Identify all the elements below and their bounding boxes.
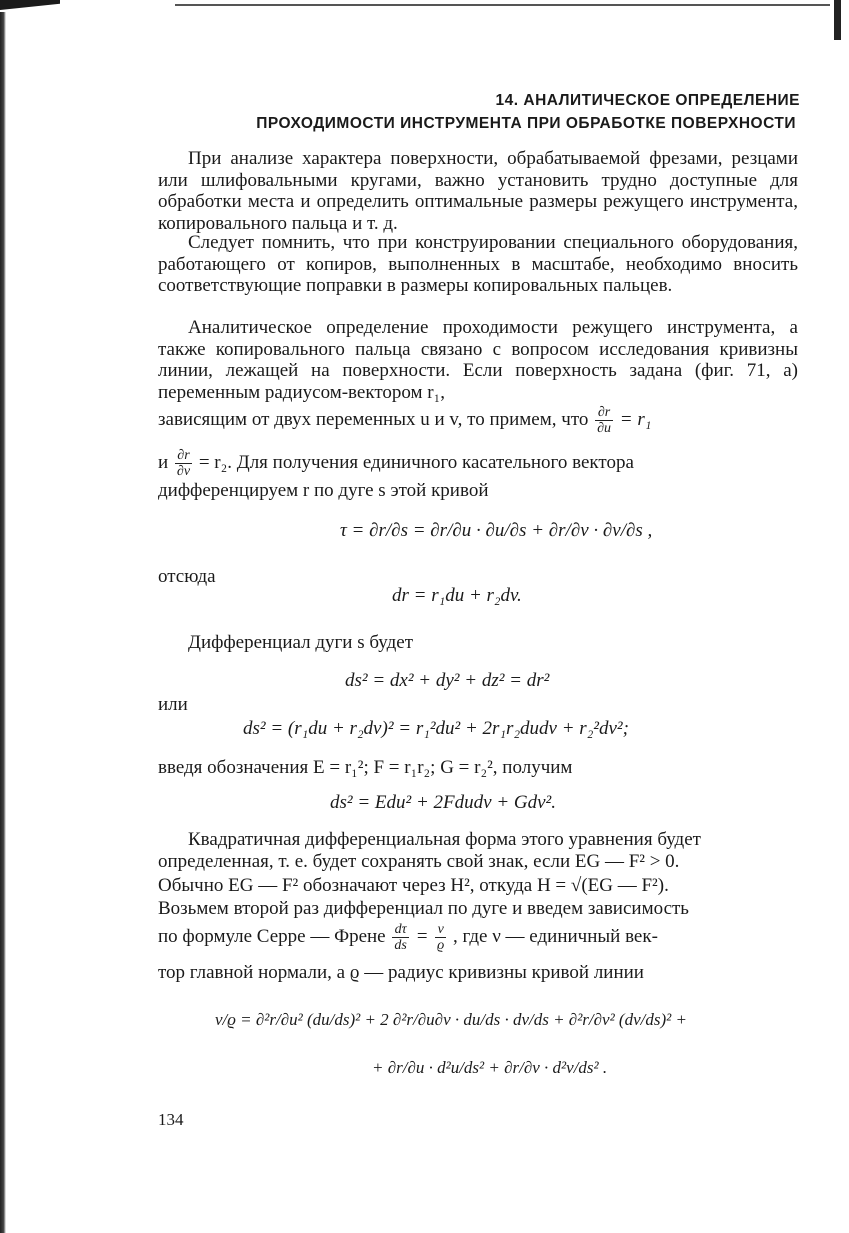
section-heading-line2: ПРОХОДИМОСТИ ИНСТРУМЕНТА ПРИ ОБРАБОТКЕ ПОВЕРХНОСТИ <box>256 115 796 132</box>
text-arc-differential: Дифференциал дуги s будет <box>188 632 414 653</box>
text-quadratic-3: Обычно EG — F² обозначают через H², откуда H = √(EG — F²). <box>158 875 669 896</box>
fraction-nu-rho: $\frac{\nu}{ϱ}$ <box>437 922 445 953</box>
equation-dr: dr = r₁du + r₂dv. <box>392 585 522 606</box>
scan-edge-right <box>834 0 841 40</box>
text-line-serret-frenet <box>158 922 798 953</box>
text-otsyuda: отсюда <box>158 566 216 587</box>
text-differentiate: дифференцируем r по дуге s этой кривой <box>158 480 489 501</box>
text-line-variables <box>158 405 798 436</box>
fraction-dtau-ds: $\frac{d\tau}{ds}$ <box>394 922 407 953</box>
equation-ds-3: ds² = Edu² + 2Fdudv + Gdv². <box>330 792 556 813</box>
scan-edge-left <box>0 12 6 1233</box>
text-quadratic-4: Возьмем второй раз дифференциал по дуге и введем зависимость <box>158 898 689 919</box>
paragraph-1: При анализе характера поверхности, обрабатываемой фрезами, резцами или шлифовальными кругами, важно установить трудно доступные для обработки места и определить оптимальные размеры режущего инструмента, копировального пальца и т. д. <box>158 148 798 234</box>
text-principal-normal: тор главной нормали, а ϱ — радиус кривизны кривой линии <box>158 962 644 983</box>
text-and: и <box>158 451 169 473</box>
text-quadratic-2: определенная, т. е. будет сохранять свой знак, если EG — F² > 0. <box>158 851 680 872</box>
equation-curvature-1: ν/ϱ = ∂²r/∂u² (du/ds)² + 2 ∂²r/∂u∂v · du/ds · dv/ds + ∂²r/∂v² (dv/ds)² + <box>215 1010 687 1029</box>
fraction-dr-du: $\frac{\partial r}{\partial u}$ <box>597 405 612 436</box>
text-equals: = <box>415 925 429 947</box>
equation-curvature-2: + ∂r/∂u · d²u/ds² + ∂r/∂v · d²v/ds² . <box>372 1058 608 1077</box>
section-heading-line1: 14. АНАЛИТИЧЕСКОЕ ОПРЕДЕЛЕНИЕ <box>495 92 800 109</box>
page-number: 134 <box>158 1110 184 1129</box>
equation-ds-2: ds² = (r₁du + r₂dv)² = r₁²du² + 2r₁r₂dudv + r₂²dv²; <box>243 718 629 739</box>
text-ili: или <box>158 694 188 715</box>
text-introducing: введя обозначения E = r₁²; F = r₁r₂; G = r₂², получим <box>158 757 573 778</box>
scan-edge-corner <box>0 0 60 10</box>
equation-ds-1: ds² = dx² + dy² + dz² = dr² <box>345 670 550 691</box>
text-line-tangent <box>158 448 798 479</box>
scan-edge-top <box>175 4 830 6</box>
text-tangent: = r₂. Для получения единичного касательного вектора <box>198 451 634 473</box>
text-variables: зависящим от двух переменных u и v, то примем, что <box>158 408 589 430</box>
equation-tau: τ = ∂r/∂s = ∂r/∂u · ∂u/∂s + ∂r/∂v · ∂v/∂s , <box>340 520 653 541</box>
text-normal-vector: , где ν — единичный век- <box>453 925 658 947</box>
paragraph-3: Аналитическое определение проходимости режущего инструмента, а также копировального пальца связано с вопросом исследования кривизны линии, лежащей на поверхности. Если поверхность задана (фиг. 71, а) переменным радиусом-вектором r₁, <box>158 317 798 403</box>
text-r1: = r₁ <box>619 408 652 430</box>
paragraph-2: Следует помнить, что при конструировании специального оборудования, работающего от копиров, выполненных в масштабе, необходимо вносить соответствующие поправки в размеры копировальных пальцев. <box>158 232 798 296</box>
fraction-dr-dv: $\frac{\partial r}{\partial v}$ <box>176 448 191 479</box>
text-serret-frenet: по формуле Серре — Френе <box>158 925 386 947</box>
text-quadratic-1: Квадратичная дифференциальная форма этого уравнения будет <box>188 829 701 850</box>
